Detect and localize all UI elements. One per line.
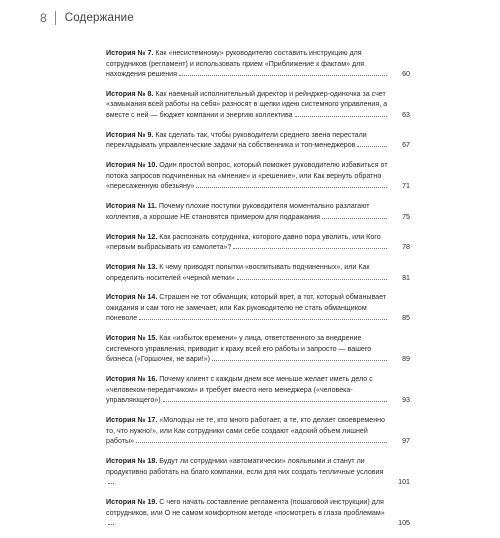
- story-number: История № 17.: [106, 416, 158, 425]
- story-title: Как распознать сотрудника, которого давно пора уволить, или Кого «первым выбрасывать из самолета»?: [106, 232, 381, 252]
- page-reference: 75: [402, 212, 410, 221]
- story-number: История № 15.: [106, 334, 158, 343]
- table-of-contents: [106, 48, 410, 538]
- story-number: История № 10.: [106, 161, 158, 170]
- story-number: История № 7.: [106, 49, 154, 57]
- story-number: История № 18.: [106, 457, 158, 466]
- page-reference: 60: [402, 70, 410, 79]
- toc-entry: [106, 497, 410, 529]
- story-title: К чему приводят попытки «воспитывать подчиненных», или Как определить носителей «черной метки»: [106, 262, 370, 282]
- story-number: История № 8.: [106, 89, 154, 98]
- story-title: Страшен не тот обманщик, который врет, а тот, который обманывает ожидания и сам того не замечает, или Как руководителю не стать обманщиком поневоле: [106, 293, 387, 323]
- story-number: История № 9.: [106, 130, 154, 139]
- dot-leader: [179, 74, 387, 76]
- story-number: История № 19.: [106, 498, 158, 507]
- story-title: Почему клиент с каждым днем все меньше желает иметь дело с «человеком-передатчиком» и требует вместо него менеджера («человека-управляющего»): [106, 375, 373, 405]
- running-header: [40, 11, 134, 25]
- page-reference: 78: [402, 243, 410, 252]
- toc-entry: [106, 415, 410, 447]
- toc-entry: [106, 48, 410, 80]
- dot-leader: [108, 482, 114, 484]
- story-title: Как «несистемному» руководителю составить инструкцию для сотрудников (регламент) и использовать прием «Приближение к фактам» для нахождения решения: [106, 49, 365, 79]
- story-title: Один простой вопрос, который поможет руководителю избавиться от потока запросов подчиненных на «мнение» и «решение», или Как вернуть обратно «пересаженную обезьяну»: [106, 161, 388, 191]
- page-reference: 105: [398, 519, 410, 528]
- page-reference: 63: [402, 111, 410, 120]
- page-reference: 89: [402, 355, 410, 364]
- toc-entry: [106, 232, 410, 253]
- page-reference: 97: [402, 437, 410, 446]
- toc-entry: [106, 89, 410, 121]
- toc-entry: [106, 292, 410, 324]
- story-number: История № 16.: [106, 375, 158, 384]
- page-number: 8: [40, 11, 47, 25]
- story-title: Как сделать так, чтобы руководители среднего звена перестали перекладывать управленческие задачи на собственника и топ-менеджеров: [106, 130, 367, 150]
- page-reference: 101: [398, 478, 410, 487]
- header-divider: [55, 11, 56, 25]
- dot-leader: [108, 523, 114, 525]
- dot-leader: [212, 359, 387, 361]
- story-number: История № 13.: [106, 262, 158, 271]
- toc-entry: [106, 262, 410, 283]
- story-title: Как «избыток времени» у лица, ответственного за внедрение системного управления, приводит к краху всей его работы и запросто — вашего бизнеса («Горшочек, не вари!»): [106, 334, 372, 364]
- dot-leader: [136, 441, 387, 443]
- dot-leader: [357, 145, 387, 147]
- dot-leader: [322, 217, 387, 219]
- dot-leader: [295, 115, 387, 117]
- story-number: История № 14.: [106, 293, 158, 302]
- page-reference: 85: [402, 314, 410, 323]
- toc-entry: [106, 160, 410, 192]
- story-title: «Молодцы не те, кто много работает, а те, кто делает своевременно то, что нужно!», или Как сотрудники сами себе создают «адский объем лишней работы»: [106, 416, 386, 446]
- dot-leader: [163, 400, 387, 402]
- page-reference: 93: [402, 396, 410, 405]
- toc-entry: [106, 374, 410, 406]
- story-title: С чего начать составление регламента (пошаговой инструкции) для сотрудников, или О не самом комфортном методе «посмотреть в глаза проблемам»: [106, 498, 385, 517]
- page-reference: 67: [402, 141, 410, 150]
- toc-entry: [106, 130, 410, 151]
- story-title: Почему плохие поступки руководителя моментально разлагают коллектив, а хорошие НЕ становятся примером для подражания: [106, 202, 370, 221]
- story-number: История № 12.: [106, 232, 158, 241]
- page-reference: 81: [402, 273, 410, 282]
- page-reference: 71: [402, 182, 410, 191]
- story-number: История № 11.: [106, 202, 157, 211]
- dot-leader: [139, 318, 387, 320]
- dot-leader: [233, 247, 387, 249]
- toc-entry: [106, 333, 410, 365]
- toc-entry: [106, 456, 410, 488]
- story-title: Как наемный исполнительный директор и рейнджер-одиночка за счет «замыкания всей работы на себя» разносят в щепки идею системного управления, а вместе с ней — бюджет компании и энергию коллектива: [106, 89, 388, 120]
- dot-leader: [237, 278, 387, 280]
- toc-entry: [106, 201, 410, 222]
- running-title: Содержание: [64, 12, 134, 24]
- dot-leader: [196, 186, 387, 188]
- story-title: Будут ли сотрудники «автоматически» лояльными и станут ли продуктивно работать на благо компании, если для них создать тепличные условия: [106, 457, 384, 476]
